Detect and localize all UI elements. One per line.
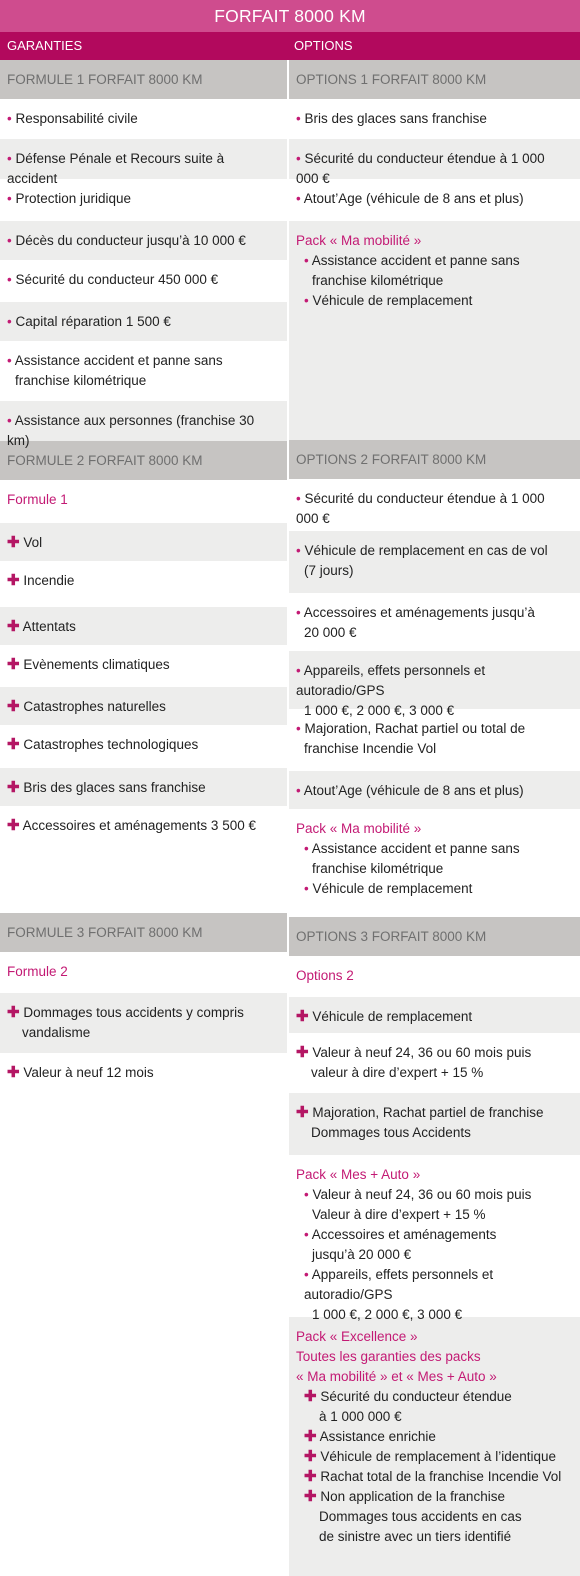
list-item: ✚ Vol	[0, 523, 287, 561]
garanties-column	[0, 60, 287, 1093]
bullet-icon: •	[7, 151, 12, 166]
bullet-icon: •	[296, 783, 301, 798]
bullet-icon: •	[296, 721, 301, 736]
plus-icon: ✚	[7, 618, 20, 635]
bullet-icon: •	[7, 111, 12, 126]
pack-mes-plus-auto: Pack « Mes + Auto » • Valeur à neuf 24, 36 ou 60 mois puis Valeur à dire d’expert + 15 % • Accessoires et aménagements jusqu’à 20 000 € • Appareils, effets personnels et autoradio/GPS 1 000 €, 2 000 €, 3 000 €	[289, 1155, 580, 1317]
list-item: • Sécurité du conducteur 450 000 €	[0, 260, 287, 302]
list-item: ✚ Attentats	[0, 607, 287, 645]
bullet-icon: •	[7, 314, 12, 329]
header-garanties: GARANTIES	[7, 38, 83, 53]
list-item: ✚ Catastrophes technologiques	[0, 725, 287, 768]
list-item: • Atout’Age (véhicule de 8 ans et plus)	[289, 179, 580, 221]
bullet-icon: •	[7, 413, 12, 428]
pack-subtitle: « Ma mobilité » et « Mes + Auto »	[296, 1369, 497, 1384]
bullet-icon: •	[296, 151, 301, 166]
plus-icon: ✚	[7, 779, 20, 796]
list-item: ✚ Incendie	[0, 561, 287, 607]
pack-ma-mobilite: Pack « Ma mobilité » • Assistance accident et panne sans franchise kilométrique • Véhicule de remplacement	[289, 809, 580, 917]
list-item: • Capital réparation 1 500 €	[0, 302, 287, 341]
bullet-icon: •	[304, 1267, 309, 1282]
list-item: ✚ Majoration, Rachat partiel de franchise Dommages tous Accidents	[289, 1093, 580, 1155]
list-item: ✚ Valeur à neuf 24, 36 ou 60 mois puis valeur à dire d’expert + 15 %	[289, 1033, 580, 1093]
list-item: • Protection juridique	[0, 179, 287, 221]
list-item: ✚ Evènements climatiques	[0, 645, 287, 687]
plus-icon: ✚	[7, 572, 20, 589]
column-headers	[0, 32, 580, 60]
list-item: • Sécurité du conducteur étendue à 1 000 000 €	[289, 139, 580, 179]
pack-title: Pack « Mes + Auto »	[296, 1167, 421, 1182]
bullet-icon: •	[304, 293, 309, 308]
plus-icon: ✚	[304, 1488, 317, 1505]
plus-icon: ✚	[304, 1448, 317, 1465]
formule-1-title: FORMULE 1 FORFAIT 8000 KM	[0, 60, 287, 99]
plus-icon: ✚	[7, 1004, 20, 1021]
plus-icon: ✚	[296, 1104, 309, 1121]
bullet-icon: •	[304, 881, 309, 896]
options-3-title: OPTIONS 3 FORFAIT 8000 KM	[289, 917, 580, 956]
formule-3-base: Formule 2	[0, 952, 287, 993]
options-3-base: Options 2	[289, 956, 580, 997]
plus-icon: ✚	[7, 817, 20, 834]
pack-title: Pack « Ma mobilité »	[296, 233, 422, 248]
bullet-icon: •	[296, 605, 301, 620]
list-item: • Accessoires et aménagements jusqu’à 20 000 €	[289, 593, 580, 651]
list-item: • Responsabilité civile	[0, 99, 287, 139]
plus-icon: ✚	[304, 1388, 317, 1405]
plus-icon: ✚	[7, 534, 20, 551]
list-item: ✚ Valeur à neuf 12 mois	[0, 1053, 287, 1093]
list-item: ✚ Accessoires et aménagements 3 500 €	[0, 806, 287, 913]
plus-icon: ✚	[7, 698, 20, 715]
bullet-icon: •	[7, 272, 12, 287]
pack-title: Pack « Ma mobilité »	[296, 821, 422, 836]
bullet-icon: •	[304, 1227, 309, 1242]
list-item: • Décès du conducteur jusqu’à 10 000 €	[0, 221, 287, 260]
header-options: OPTIONS	[294, 38, 353, 53]
bullet-icon: •	[296, 663, 301, 678]
bullet-icon: •	[296, 543, 301, 558]
list-item: • Véhicule de remplacement en cas de vol (7 jours)	[289, 531, 580, 593]
bullet-icon: •	[296, 191, 301, 206]
bullet-icon: •	[304, 1187, 309, 1202]
options-column	[289, 60, 580, 1576]
list-item: ✚ Catastrophes naturelles	[0, 687, 287, 725]
plus-icon: ✚	[7, 736, 20, 753]
options-1-title: OPTIONS 1 FORFAIT 8000 KM	[289, 60, 580, 99]
list-item: • Atout’Age (véhicule de 8 ans et plus)	[289, 771, 580, 809]
bullet-icon: •	[304, 841, 309, 856]
list-item: • Appareils, effets personnels et autoradio/GPS 1 000 €, 2 000 €, 3 000 €	[289, 651, 580, 709]
pack-excellence: Pack « Excellence » Toutes les garanties des packs « Ma mobilité » et « Mes + Auto » ✚ Sécurité du conducteur étendue à 1 000 000 € ✚ Assistance enrichie ✚ Véhicule de remplacement à l’identique ✚ Rachat total de la franchise Incendie Vol ✚ Non application de la franchise Dommages tous accidents en cas de sinistre avec un tiers identifié	[289, 1317, 580, 1576]
plus-icon: ✚	[7, 1064, 20, 1081]
list-item: • Assistance aux personnes (franchise 30	[0, 401, 287, 441]
options-2-title: OPTIONS 2 FORFAIT 8000 KM	[289, 440, 580, 479]
plus-icon: ✚	[304, 1428, 317, 1445]
formule-2-base: Formule 1	[0, 480, 287, 523]
list-item: • Défense Pénale et Recours suite à accident	[0, 139, 287, 179]
list-item: • Majoration, Rachat partiel ou total de franchise Incendie Vol	[289, 709, 580, 771]
plus-icon: ✚	[7, 656, 20, 673]
bullet-icon: •	[7, 233, 12, 248]
list-item: • Assistance accident et panne sans franchise kilométrique	[0, 341, 287, 401]
pack-subtitle: Toutes les garanties des packs	[296, 1349, 481, 1364]
formule-3-title: FORMULE 3 FORFAIT 8000 KM	[0, 913, 287, 952]
list-item: • Sécurité du conducteur étendue à 1 000 000 €	[289, 479, 580, 531]
list-item: ✚ Véhicule de remplacement	[289, 997, 580, 1033]
bullet-icon: •	[7, 191, 12, 206]
bullet-icon: •	[304, 253, 309, 268]
pack-ma-mobilite: Pack « Ma mobilité » • Assistance accident et panne sans franchise kilométrique • Véhicule de remplacement	[289, 221, 580, 440]
plus-icon: ✚	[296, 1008, 309, 1025]
plus-icon: ✚	[304, 1468, 317, 1485]
pack-title: Pack « Excellence »	[296, 1329, 418, 1344]
bullet-icon: •	[296, 111, 301, 126]
plus-icon: ✚	[296, 1044, 309, 1061]
list-item: ✚ Dommages tous accidents y compris vandalisme	[0, 993, 287, 1053]
list-item: • Bris des glaces sans franchise	[289, 99, 580, 139]
formule-2-title: FORMULE 2 FORFAIT 8000 KM	[0, 441, 287, 480]
list-item: ✚ Bris des glaces sans franchise	[0, 768, 287, 806]
bullet-icon: •	[296, 491, 301, 506]
page-title: FORFAIT 8000 KM	[0, 0, 580, 32]
bullet-icon: •	[7, 353, 12, 368]
